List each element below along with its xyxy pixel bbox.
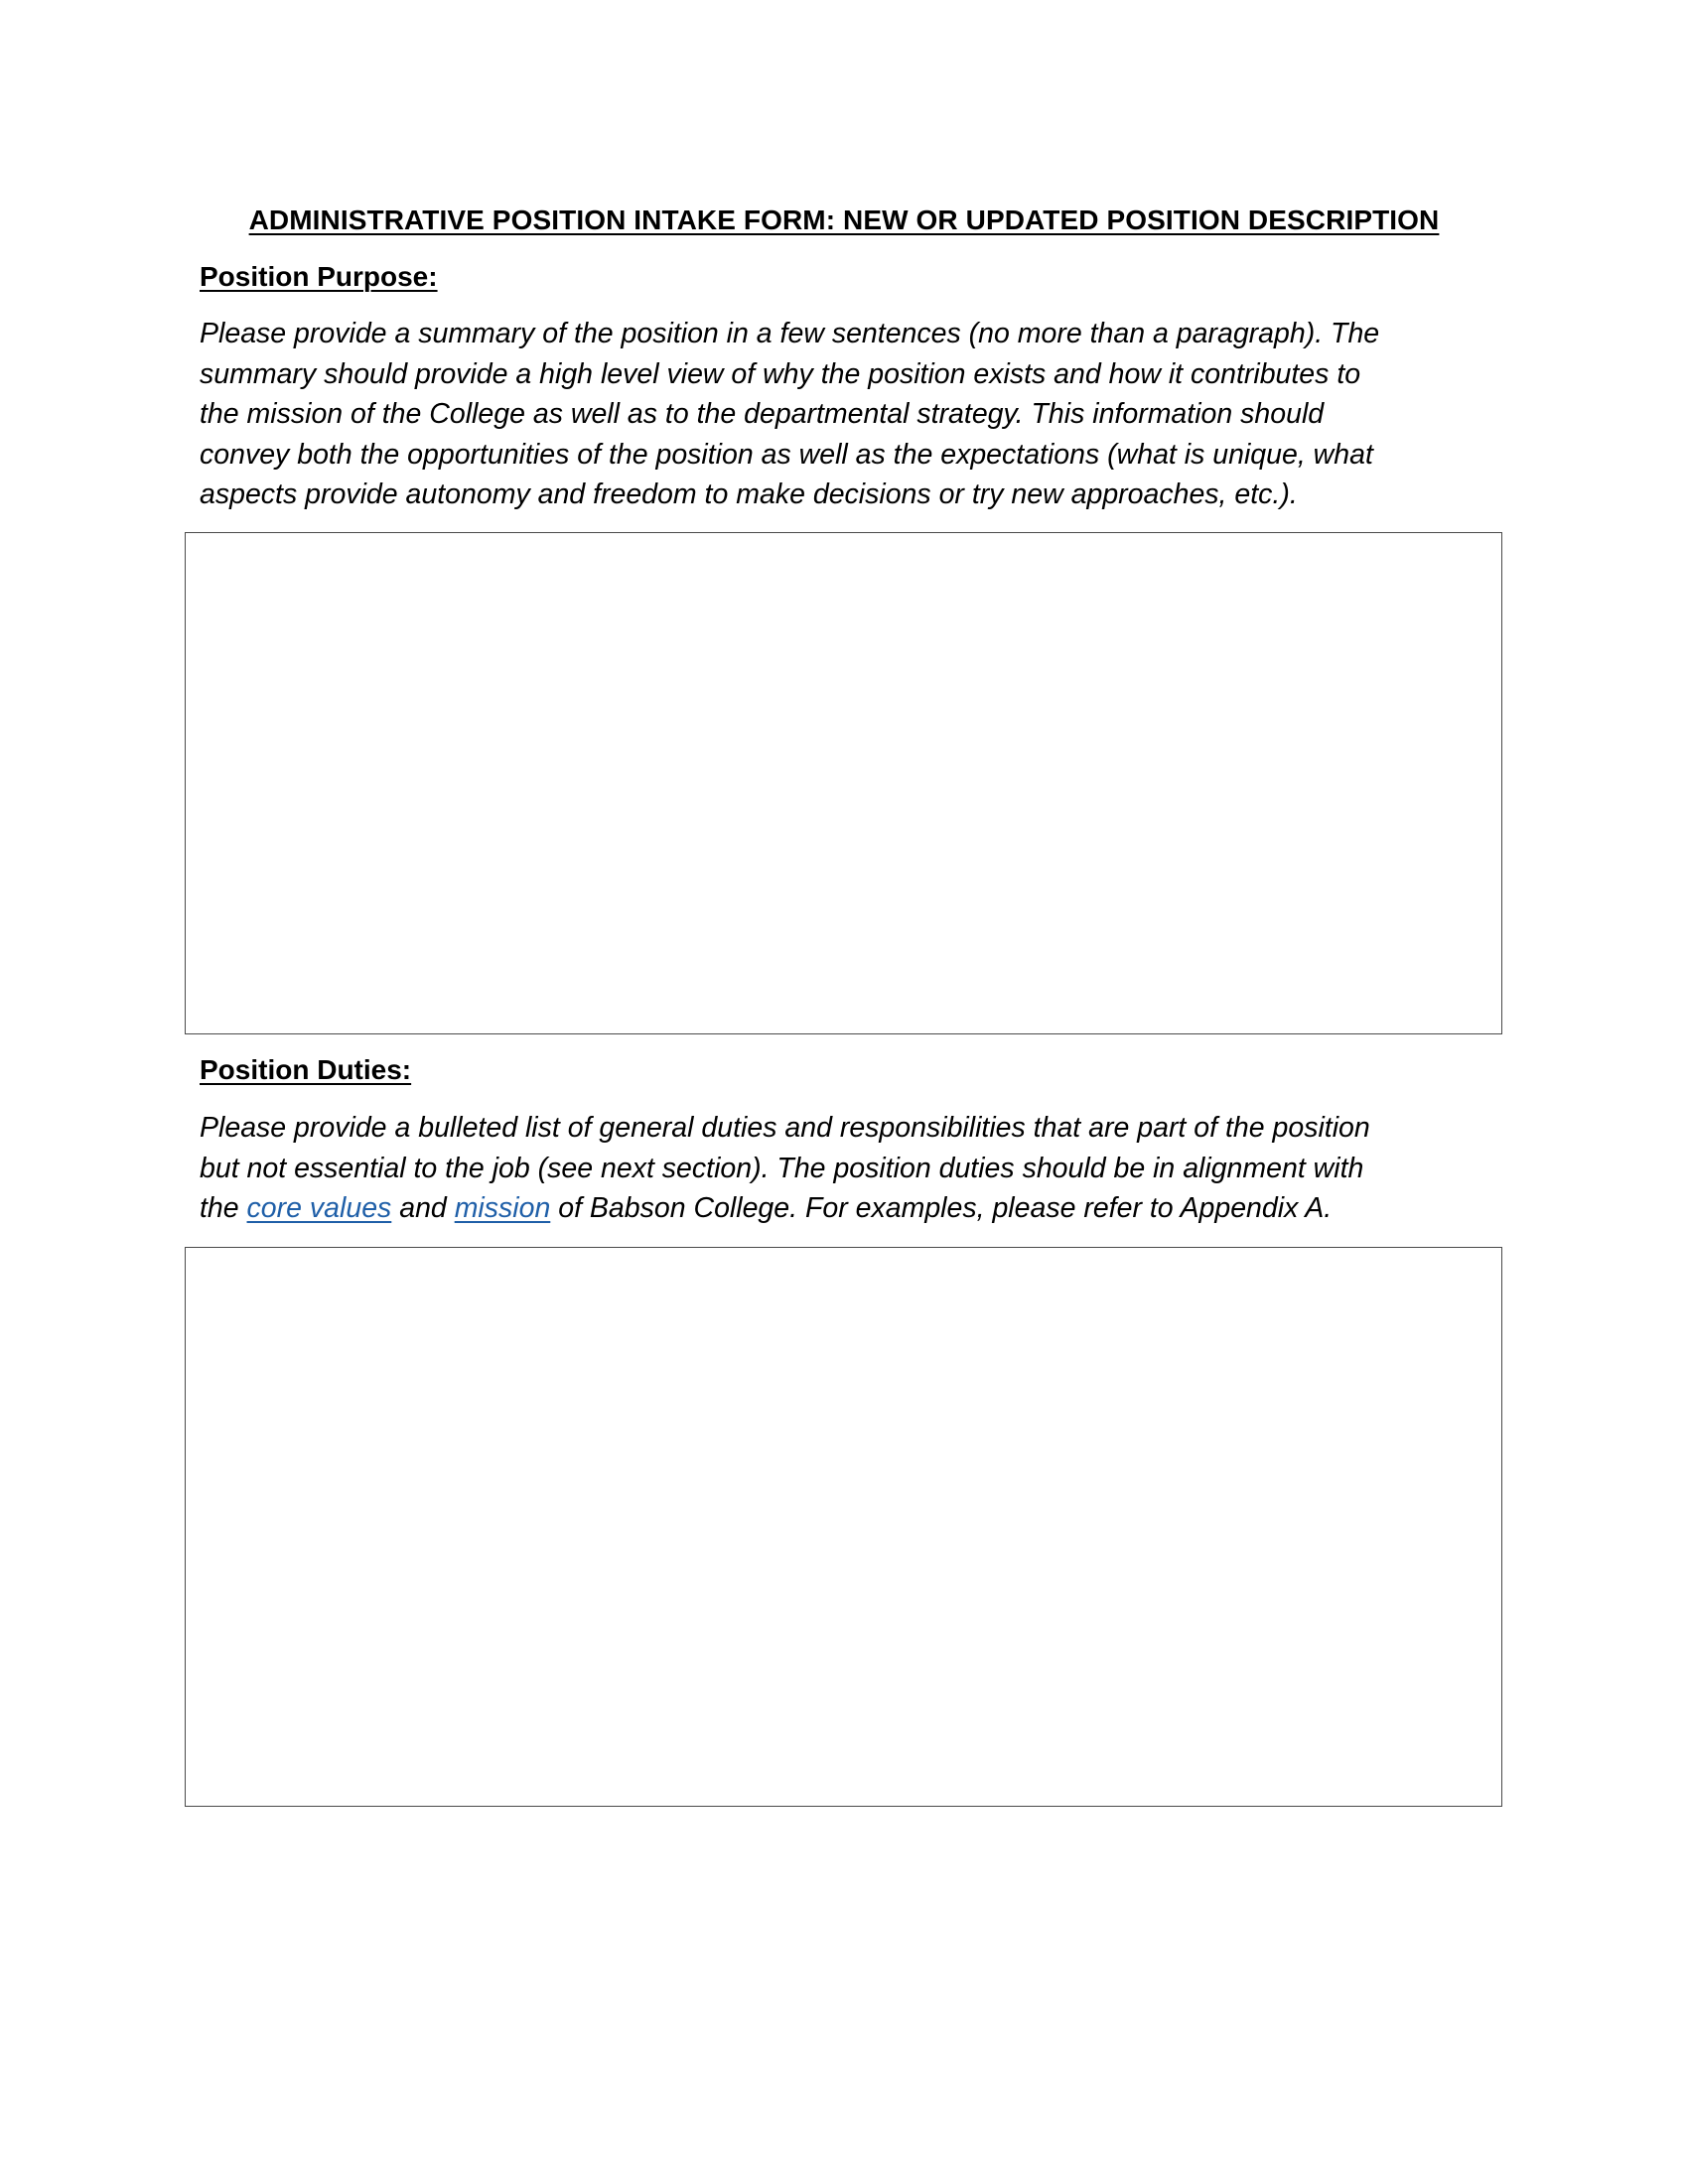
purpose-instruction-line: the mission of the College as well as to the departmental strategy. This information should	[200, 398, 1325, 431]
duties-heading-text: Position Duties:	[200, 1054, 412, 1085]
purpose-heading	[200, 257, 438, 297]
duties-line3-suffix: of Babson College. For examples, please refer to Appendix A.	[550, 1192, 1333, 1225]
duties-instruction-line-links	[200, 1188, 1510, 1229]
page-title-text: ADMINISTRATIVE POSITION INTAKE FORM: NEW OR UPDATED POSITION DESCRIPTION	[248, 205, 1440, 235]
purpose-instructions	[200, 314, 1510, 515]
purpose-heading-text: Position Purpose:	[200, 261, 438, 292]
duties-instructions	[200, 1108, 1510, 1229]
purpose-instruction-line: aspects provide autonomy and freedom to make decisions or try new approaches, etc.).	[200, 478, 1298, 511]
duties-line3-prefix: the	[200, 1192, 247, 1225]
purpose-instruction-line: convey both the opportunities of the position as well as the expectations (what is unique, what	[200, 438, 1373, 471]
core-values-link[interactable]: core values	[246, 1192, 392, 1225]
purpose-answer-box[interactable]	[185, 532, 1502, 1034]
duties-heading	[200, 1050, 411, 1090]
mission-link[interactable]: mission	[454, 1192, 551, 1225]
page-title	[199, 201, 1489, 240]
duties-instruction-line: Please provide a bulleted list of general duties and responsibilities that are part of the position	[200, 1112, 1370, 1144]
purpose-instruction-line: summary should provide a high level view of why the position exists and how it contributes to	[200, 357, 1361, 390]
purpose-instruction-line: Please provide a summary of the position in a few sentences (no more than a paragraph). The	[200, 318, 1380, 349]
duties-instruction-line: but not essential to the job (see next section). The position duties should be in alignment with	[200, 1152, 1364, 1184]
duties-answer-box[interactable]	[185, 1247, 1502, 1807]
duties-line3-middle: and	[391, 1192, 455, 1225]
